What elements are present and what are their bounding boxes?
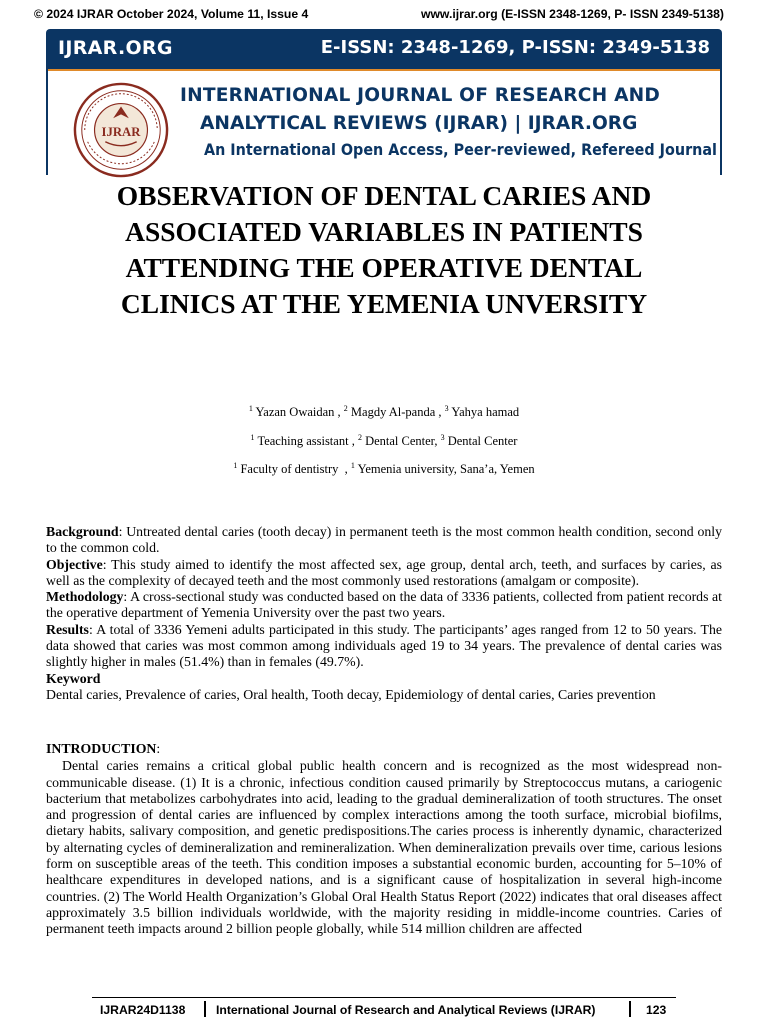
author-name: Yahya hamad [451,405,520,420]
author-sup: 3 [444,404,449,413]
author-name: Yazan Owaidan [255,405,335,420]
role-text: Teaching assistant [257,434,349,449]
author-sup: 1 [248,404,253,413]
journal-title-line2: ANALYTICAL REVIEWS (IJRAR) | IJRAR.ORG [200,113,638,134]
paper-title-line2: ASSOCIATED VARIABLES IN PATIENTS [125,216,643,247]
footer-paper-code: IJRAR24D1138 [100,1003,186,1017]
role-sup: 3 [440,433,445,442]
affil-sup: 1 [233,461,238,470]
footer-journal-name: International Journal of Research and Analytical Reviews (IJRAR) [216,1003,596,1017]
abstract-objective [46,557,722,590]
logo-text: IJRAR [101,124,141,139]
author-name: Magdy Al-panda [350,405,436,420]
methodology-text: : A cross-sectional study was conducted based on the data of 3336 patients, collected from patient records at the operative department of Yemenia University over the past two years. [46,589,722,621]
author-affiliations: $^1$ Faculty of dentistry , $^1$ Yemenia university, Sana’a, Yemen [233,461,535,477]
abstract-methodology [46,589,722,622]
introduction-heading [46,741,722,757]
author-list: $^1$ Yazan Owaidan , $^2$ Magdy Al-panda , $^3$ Yahya hamad [248,404,520,420]
ijrar-seal-logo [72,81,170,179]
journal-banner [46,29,722,175]
background-text: : Untreated dental caries (tooth decay) in permanent teeth is the most common health condition, second only to the common cold. [46,524,722,556]
role-sup: 2 [357,433,362,442]
role-text: Dental Center [365,434,435,449]
affil-text: Faculty of dentistry [240,462,339,477]
footer-separator [204,1001,206,1017]
abstract [46,524,722,703]
role-sup: 1 [250,433,255,442]
author-roles: $^1$ Teaching assistant , $^2$ Dental Center, $^3$ Dental Center [250,433,518,449]
banner-issn: E-ISSN: 2348-1269, P-ISSN: 2349-5138 [320,37,710,58]
running-header [34,7,724,25]
role-text: Dental Center [447,434,518,449]
banner-top-bar [46,29,722,69]
journal-tagline: An International Open Access, Peer-reviewed, Refereed Journal [204,141,717,159]
banner-border-right [720,69,722,175]
affil-sup: 1 [350,461,355,470]
paper-title [60,178,708,322]
introduction-section [46,741,722,938]
introduction-body: Dental caries remains a critical global public health concern and is recognized as the most widespread non-communicable disease. (1) It is a chronic, infectious condition caused primarily by Streptococcus mutans, a cariogenic bacterium that metabolizes carbohydrates into acid, leading to the gradual demineralization of tooth structures. The onset and progression of dental caries are influenced by complex interactions among the tooth surface, microbial biofilms, dietary habits, salivary composition, and genetic predispositions.The caries process is inherently dynamic, characterized by alternating cycles of demineralization and remineralization. When demineralization prevails over time, carious lesions form on susceptible areas of the teeth. This condition imposes a substantial economic burden, accounting for 5–10% of healthcare expenditures in developed nations, and is a significant cause of hospitalization in several high-income countries. (2) The World Health Organization’s Global Oral Health Status Report (2022) indicates that oral diseases affect approximately 3.5 billion individuals worldwide, with the majority residing in middle-income countries. Caries of permanent teeth impacts around 2 billion people globally, while 514 million children are affected [46,758,722,937]
results-label: Results [46,621,89,637]
page-footer [92,997,676,1022]
methodology-label: Methodology [46,589,124,605]
introduction-heading-colon: : [156,741,161,756]
background-label: Background [46,524,119,539]
header-issue-info: © 2024 IJRAR October 2024, Volume 11, Issue 4 [34,7,309,21]
paper-title-line3: ATTENDING THE OPERATIVE DENTAL [125,252,643,283]
abstract-background [46,524,722,557]
results-text: : A total of 3336 Yemeni adults participated in this study. The participants’ ages ranged from 12 to 50 years. The data showed that caries was most common among individuals aged 19 to 34 years. The prevalence of dental caries was slightly higher in males (51.4%) than in females (49.7%). [46,621,722,670]
keyword-label: Keyword [46,670,101,686]
banner-border-left [46,69,48,175]
header-website-issn[interactable]: www.ijrar.org (E-ISSN 2348-1269, P- ISSN 2349-5138) [420,7,724,21]
objective-text: : This study aimed to identify the most affected sex, age group, dental arch, teeth, and surfaces by caries, as well as the complexity of decayed teeth and the most commonly used restorations (amalgam or composite). [46,556,722,588]
banner-accent-line [46,69,722,71]
abstract-keywords: Dental caries, Prevalence of caries, Oral health, Tooth decay, Epidemiology of dental caries, Caries prevention [46,686,656,702]
abstract-results [46,622,722,671]
affil-text: Yemenia university, Sana’a, Yemen [357,462,535,477]
footer-page-number: 123 [646,1003,667,1017]
abstract-keyword-heading [46,671,722,687]
introduction-heading-text: INTRODUCTION [46,741,157,756]
footer-separator [629,1001,631,1017]
banner-site-name: IJRAR.ORG [58,37,173,59]
objective-label: Objective [46,556,103,572]
paper-title-line4: CLINICS AT THE YEMENIA UNVERSITY [120,288,648,319]
paper-title-line1: OBSERVATION OF DENTAL CARIES AND [116,180,652,211]
author-sup: 2 [343,404,348,413]
journal-title-line1: INTERNATIONAL JOURNAL OF RESEARCH AND [180,85,661,106]
